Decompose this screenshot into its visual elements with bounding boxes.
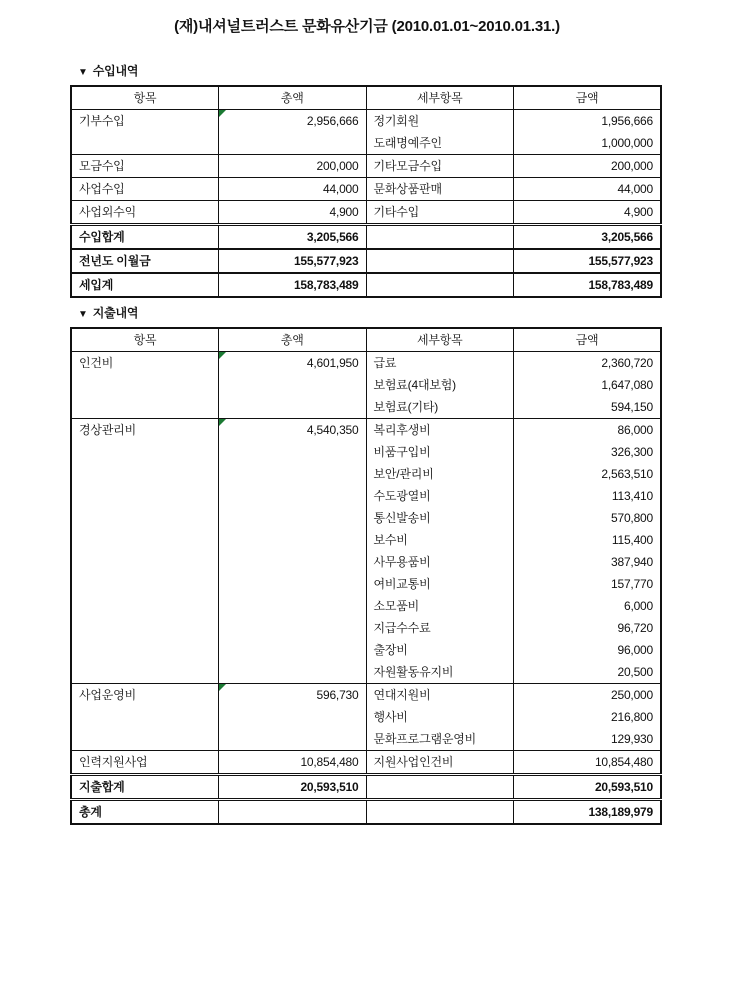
summary-row (71, 273, 661, 297)
income-section (70, 64, 662, 298)
table-row (71, 418, 661, 441)
summary-amount-cell: 3,205,566 (514, 224, 662, 249)
column-header: 금액 (514, 328, 662, 351)
expense-section-label (78, 306, 662, 320)
detail-cell: 행사비 (366, 706, 514, 728)
formula-marker-icon (219, 419, 226, 426)
amount-cell: 129,930 (514, 728, 662, 751)
triangle-down-icon: ▼ (78, 309, 88, 320)
table-row (71, 109, 661, 132)
item-cell: 사업운영비 (71, 683, 219, 750)
amount-cell: 10,854,480 (514, 750, 662, 774)
column-header: 항목 (71, 328, 219, 351)
amount-cell: 115,400 (514, 529, 662, 551)
summary-item-cell: 지출합계 (71, 774, 219, 799)
detail-cell: 수도광열비 (366, 485, 514, 507)
item-cell: 사업수입 (71, 177, 219, 200)
summary-total-cell: 158,783,489 (219, 273, 367, 297)
amount-cell: 387,940 (514, 551, 662, 573)
expense-section (70, 306, 662, 825)
item-cell: 사업외수익 (71, 200, 219, 224)
item-cell: 기부수입 (71, 109, 219, 154)
summary-detail-cell (366, 799, 514, 824)
formula-marker-icon (219, 684, 226, 691)
amount-cell: 20,500 (514, 661, 662, 684)
header-row (71, 328, 661, 351)
summary-amount-cell: 158,783,489 (514, 273, 662, 297)
detail-cell: 지원사업인건비 (366, 750, 514, 774)
table-row (71, 750, 661, 774)
amount-cell: 570,800 (514, 507, 662, 529)
income-table (70, 85, 662, 298)
page-title: (재)내셔널트러스트 문화유산기금 (2010.01.01~2010.01.31.) (174, 18, 560, 35)
detail-cell: 소모품비 (366, 595, 514, 617)
amount-cell: 250,000 (514, 683, 662, 706)
formula-marker-icon (219, 110, 226, 117)
amount-cell: 2,360,720 (514, 351, 662, 374)
total-cell: 200,000 (219, 154, 367, 177)
header-row (71, 86, 661, 109)
summary-item-cell: 수입합계 (71, 224, 219, 249)
amount-cell: 594,150 (514, 396, 662, 419)
summary-detail-cell (366, 774, 514, 799)
detail-cell: 통신발송비 (366, 507, 514, 529)
summary-amount-cell: 20,593,510 (514, 774, 662, 799)
amount-cell: 113,410 (514, 485, 662, 507)
summary-row (71, 249, 661, 273)
summary-total-cell: 20,593,510 (219, 774, 367, 799)
summary-detail-cell (366, 224, 514, 249)
detail-cell: 급료 (366, 351, 514, 374)
expense-section-label-text: 지출내역 (92, 306, 139, 320)
amount-cell: 326,300 (514, 441, 662, 463)
total-cell: 10,854,480 (219, 750, 367, 774)
total-cell: 44,000 (219, 177, 367, 200)
summary-total-cell: 3,205,566 (219, 224, 367, 249)
amount-cell: 1,000,000 (514, 132, 662, 155)
detail-cell: 자원활동유지비 (366, 661, 514, 684)
total-cell: 4,540,350 (219, 418, 367, 683)
detail-cell: 보험료(4대보험) (366, 374, 514, 396)
table-row (71, 200, 661, 224)
amount-cell: 6,000 (514, 595, 662, 617)
income-section-label (78, 64, 662, 78)
detail-cell: 보험료(기타) (366, 396, 514, 419)
detail-cell: 도래명예주인 (366, 132, 514, 155)
table-row (71, 683, 661, 706)
total-cell: 2,956,666 (219, 109, 367, 154)
column-header: 총액 (219, 328, 367, 351)
summary-total-cell (219, 799, 367, 824)
detail-cell: 기타수입 (366, 200, 514, 224)
column-header: 금액 (514, 86, 662, 109)
item-cell: 경상관리비 (71, 418, 219, 683)
detail-cell: 출장비 (366, 639, 514, 661)
item-cell: 인건비 (71, 351, 219, 418)
detail-cell: 비품구입비 (366, 441, 514, 463)
detail-cell: 연대지원비 (366, 683, 514, 706)
column-header: 항목 (71, 86, 219, 109)
amount-cell: 96,000 (514, 639, 662, 661)
summary-item-cell: 세입계 (71, 273, 219, 297)
detail-cell: 복리후생비 (366, 418, 514, 441)
summary-item-cell: 전년도 이월금 (71, 249, 219, 273)
amount-cell: 2,563,510 (514, 463, 662, 485)
column-header: 세부항목 (366, 328, 514, 351)
amount-cell: 1,956,666 (514, 109, 662, 132)
table-row (71, 177, 661, 200)
total-cell: 596,730 (219, 683, 367, 750)
summary-row (71, 224, 661, 249)
detail-cell: 문화상품판매 (366, 177, 514, 200)
amount-cell: 157,770 (514, 573, 662, 595)
income-section-label-text: 수입내역 (92, 64, 139, 78)
table-row (71, 154, 661, 177)
amount-cell: 1,647,080 (514, 374, 662, 396)
item-cell: 모금수입 (71, 154, 219, 177)
detail-cell: 보수비 (366, 529, 514, 551)
amount-cell: 4,900 (514, 200, 662, 224)
summary-total-cell: 155,577,923 (219, 249, 367, 273)
amount-cell: 86,000 (514, 418, 662, 441)
detail-cell: 정기회원 (366, 109, 514, 132)
detail-cell: 기타모금수입 (366, 154, 514, 177)
triangle-down-icon: ▼ (78, 67, 88, 78)
summary-row (71, 774, 661, 799)
amount-cell: 200,000 (514, 154, 662, 177)
expense-table (70, 327, 662, 825)
amount-cell: 44,000 (514, 177, 662, 200)
total-cell: 4,601,950 (219, 351, 367, 418)
detail-cell: 보안/관리비 (366, 463, 514, 485)
item-cell: 인력지원사업 (71, 750, 219, 774)
detail-cell: 문화프로그램운영비 (366, 728, 514, 751)
summary-row (71, 799, 661, 824)
formula-marker-icon (219, 352, 226, 359)
detail-cell: 지급수수료 (366, 617, 514, 639)
column-header: 총액 (219, 86, 367, 109)
summary-amount-cell: 155,577,923 (514, 249, 662, 273)
summary-item-cell: 총계 (71, 799, 219, 824)
detail-cell: 사무용품비 (366, 551, 514, 573)
summary-detail-cell (366, 249, 514, 273)
total-cell: 4,900 (219, 200, 367, 224)
amount-cell: 96,720 (514, 617, 662, 639)
column-header: 세부항목 (366, 86, 514, 109)
detail-cell: 여비교통비 (366, 573, 514, 595)
amount-cell: 216,800 (514, 706, 662, 728)
summary-detail-cell (366, 273, 514, 297)
summary-amount-cell: 138,189,979 (514, 799, 662, 824)
table-row (71, 351, 661, 374)
